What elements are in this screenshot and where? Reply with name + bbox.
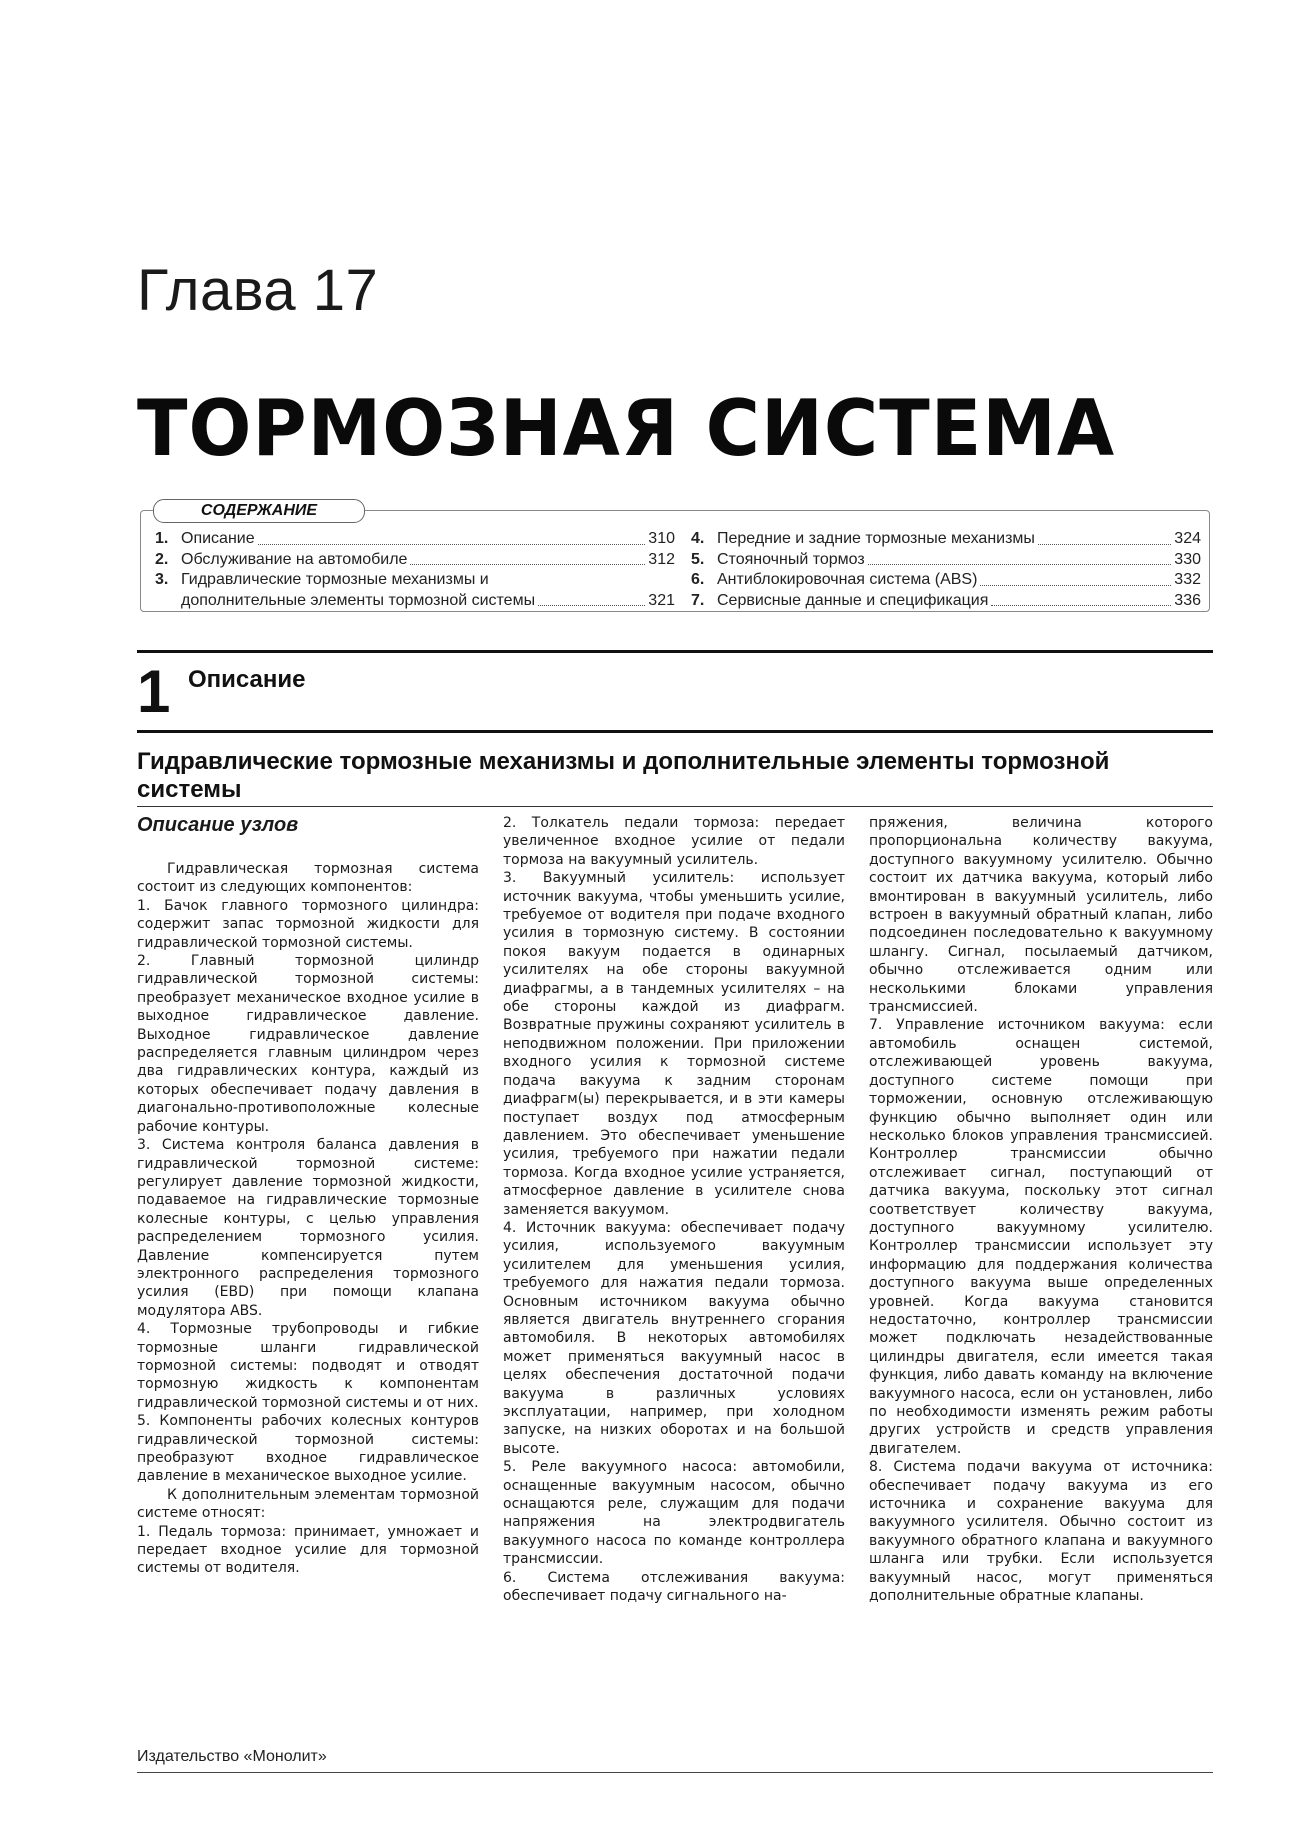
- chapter-title: ТОРМОЗНАЯ СИСТЕМА: [137, 383, 1116, 474]
- toc-item-number: 1.: [155, 530, 169, 547]
- paragraph: 3. Система контроля баланса давления в гидравлической тормозной системе: регулирует давление тормозной жидкости, подаваемое на гидравлические тормозные колесные контуры, с целью управления распределением тормозного усилия. Давление компенсируется путем электронного распределения тормозного усилия (EBD) при помощи клапана модулятора ABS.: [137, 1137, 479, 1319]
- toc-item-text: Антиблокировочная система (ABS): [717, 571, 978, 588]
- section-number: 1: [137, 658, 171, 725]
- toc-item-text: Обслуживание на автомобиле: [181, 550, 408, 568]
- text-column-3: [869, 814, 1213, 1605]
- toc-item[interactable]: [691, 591, 1201, 612]
- paragraph: 1. Бачок главного тормозного цилиндра: содержит запас тормозной жидкости для гидравлической тормозной системы.: [137, 897, 479, 951]
- paragraph: 1. Педаль тормоза: принимает, умножает и передает входное усилие для тормозной системы от водителя.: [137, 1523, 479, 1577]
- toc-item[interactable]: [691, 550, 1201, 571]
- subsection-rule: [137, 806, 1213, 807]
- toc-item-number: 5.: [691, 550, 705, 568]
- toc-item-page: 310: [648, 530, 675, 547]
- toc-item-number: 4.: [691, 530, 705, 547]
- toc-item-text: дополнительные элементы тормозной системы: [181, 591, 536, 609]
- toc-item-text: Стояночный тормоз: [717, 550, 865, 568]
- toc-item-page: 332: [1174, 571, 1201, 588]
- toc-leader-dots: [410, 564, 645, 565]
- toc-item[interactable]: [155, 529, 675, 550]
- toc-item-text: Сервисные данные и спецификация: [717, 591, 989, 609]
- section-rule-middle: [137, 730, 1213, 733]
- paragraph: К дополнительным элементам тормозной системе относят:: [137, 1486, 479, 1522]
- toc-leader-dots: [538, 605, 645, 606]
- toc-item[interactable]: [155, 550, 675, 571]
- toc-column-left: [155, 529, 675, 611]
- paragraph: 5. Реле вакуумного насоса: автомобили, оснащенные вакуумным насосом, обычно оснащаются реле, служащим для подачи напряжения на электродвигатель вакуумного насоса по команде контроллера трансмиссии.: [503, 1459, 845, 1568]
- section-title: Описание: [188, 666, 306, 693]
- toc-leader-dots: [980, 585, 1171, 586]
- text-column-2: [503, 814, 845, 1605]
- paragraph: 7. Управление источником вакуума: если автомобиль оснащен системой, отслеживающей уровень вакуума, доступного системе помощи при торможении, основную отслеживающую функцию обычно выполняет один или несколько блоков управления трансмиссией. Контроллер трансмиссии обычно отслеживает сигнал, поступающий от датчика вакуума, поскольку этот сигнал соответствует количеству вакуума, доступного вакуумному усилителю. Контроллер трансмиссии использует эту информацию для поддержания количества доступного вакуума выше определенных уровней. Когда вакуума становится недостаточно, контроллер трансмиссии может подключать незадействованные цилиндры двигателя, если имеется такая функция, либо давать команду на включение вакуумного насоса, если он установлен, либо по необходимости изменять режим работы других устройств и средств управления двигателем.: [869, 1017, 1213, 1457]
- toc-item-page: 336: [1174, 591, 1201, 609]
- table-of-contents: [140, 502, 1210, 612]
- toc-leader-dots: [1038, 544, 1171, 545]
- toc-item-continuation[interactable]: [155, 591, 675, 612]
- paragraph: 2. Главный тормозной цилиндр гидравлической тормозной системы: преобразует механическое входное усилие в выходное гидравлическое давление. Выходное гидравлическое давление распределяется главным цилиндром через два гидравлических контура, каждый из которых обеспечивает подачу давления в диагонально-противоположные колесные рабочие контуры.: [137, 953, 479, 1135]
- toc-item-number: 6.: [691, 571, 705, 588]
- paragraph: 4. Источник вакуума: обеспечивает подачу усилия, используемого вакуумным усилителем для уменьшения усилия, требуемого для нажатия педали тормоза. Основным источником вакуума обычно является двигатель внутреннего сгорания автомобиля. В некоторых автомобилях может применяться вакуумный насос в целях обеспечения достаточной подачи вакуума в различных условиях эксплуатации, например, при холодном запуске, на низких оборотах и на большой высоте.: [503, 1219, 845, 1457]
- section-rule-top: [137, 650, 1213, 653]
- publisher-footer: Издательство «Монолит»: [137, 1748, 327, 1765]
- toc-item-page: 321: [648, 591, 675, 609]
- paragraph: 6. Система отслеживания вакуума: обеспечивает подачу сигнального на-: [503, 1569, 845, 1605]
- column-heading: Описание узлов: [137, 814, 299, 836]
- footer-rule: [137, 1772, 1213, 1773]
- toc-column-right: [691, 529, 1201, 611]
- toc-item-number: 2.: [155, 550, 169, 568]
- toc-leader-dots: [868, 564, 1172, 565]
- toc-item-text: Гидравлические тормозные механизмы и: [181, 571, 489, 588]
- paragraph: 3. Вакуумный усилитель: использует источник вакуума, чтобы уменьшить усилие, требуемое от водителя при подаче входного усилия в тормозную систему. В состоянии покоя вакуум подается в одинарных усилителях на обе стороны вакуумной диафрагмы, а в тандемных усилителях – на обе стороны каждой из диафрагм. Возвратные пружины сохраняют усилитель в неподвижном положении. При приложении входного усилия к тормозной системе подача вакуума к задним сторонам диафрагм(ы) перекрывается, и в эти камеры поступает воздух под атмосферным давлением. Это обеспечивает уменьшение усилия, требуемого при нажатии педали тормоза. Когда входное усилие устраняется, атмосферное давление в усилителе снова заменяется вакуумом.: [503, 870, 845, 1218]
- text-column-1: [137, 814, 479, 1578]
- toc-leader-dots: [991, 605, 1171, 606]
- paragraph: пряжения, величина которого пропорциональна количеству вакуума, доступного вакуумному усилителю. Обычно состоит их датчика вакуума, который либо вмонтирован в вакуумный усилитель, либо встроен в вакуумный обратный клапан, либо подсоединен последовательно к вакуумному шлангу. Сигнал, посылаемый датчиком, обычно отслеживается одним или несколькими блоками управления трансмиссией.: [869, 815, 1213, 1016]
- toc-item-number: 7.: [691, 591, 705, 609]
- toc-item[interactable]: [155, 570, 675, 591]
- chapter-label: Глава 17: [137, 258, 379, 323]
- paragraph: 4. Тормозные трубопроводы и гибкие тормозные шланги гидравлической тормозной системы: подводят и отводят тормозную жидкость к компонентам гидравлической тормозной системы и от них.: [137, 1321, 479, 1411]
- toc-item-page: 312: [648, 550, 675, 568]
- paragraph: Гидравлическая тормозная система состоит из следующих компонентов:: [137, 861, 479, 896]
- paragraph: 5. Компоненты рабочих колесных контуров гидравлической тормозной системы: преобразуют входное гидравлическое давление в механическое выходное усилие.: [137, 1413, 479, 1485]
- toc-item-text: Описание: [181, 530, 255, 547]
- toc-item-text: Передние и задние тормозные механизмы: [717, 530, 1035, 547]
- toc-item[interactable]: [691, 570, 1201, 591]
- toc-item-number: 3.: [155, 571, 169, 588]
- paragraph: 8. Система подачи вакуума от источника: обеспечивает подачу вакуума из его источника и сохранение вакуума для вакуумного усилителя. Обычно состоит из вакуумного обратного клапана и вакуумного шланга или трубки. Если используется вакуумный насос, могут применяться дополнительные обратные клапаны.: [869, 1459, 1213, 1605]
- subsection-title: Гидравлические тормозные механизмы и дополнительные элементы тормозной системы: [137, 748, 1110, 803]
- toc-item[interactable]: [691, 529, 1201, 550]
- toc-item-page: 330: [1174, 550, 1201, 568]
- toc-item-page: 324: [1174, 530, 1201, 547]
- paragraph: 2. Толкатель педали тормоза: передает увеличенное входное усилие от педали тормоза на вакуумный усилитель.: [503, 815, 845, 868]
- toc-leader-dots: [258, 544, 646, 545]
- toc-heading: СОДЕРЖАНИЕ: [153, 499, 365, 523]
